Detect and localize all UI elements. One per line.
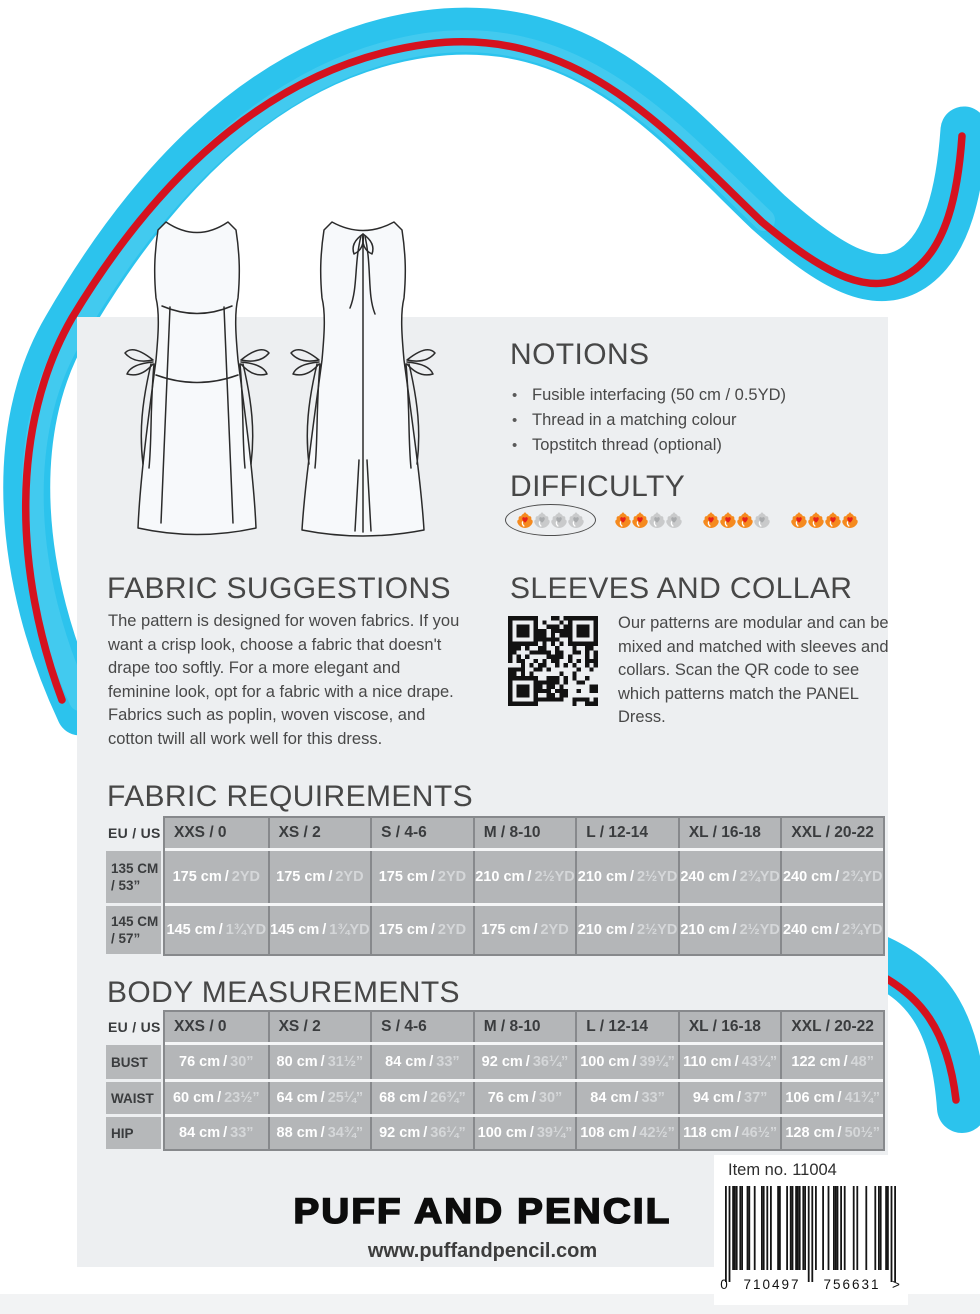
bullet-icon: •: [512, 412, 518, 429]
size-column-header: XXS / 0: [165, 1012, 268, 1042]
table-cell: 92 cm / 36¼”: [370, 1117, 473, 1149]
dress-back-view: [291, 222, 435, 536]
table-cell: 108 cm / 42½”: [575, 1117, 678, 1149]
size-column-header: XL / 16-18: [678, 1012, 781, 1042]
table-cell: 175 cm / 2YD: [370, 851, 473, 903]
row-label: 145 CM / 57”: [106, 906, 161, 954]
table-cell: 80 cm / 31½”: [268, 1045, 371, 1079]
fabric-suggestions-body: The pattern is designed for woven fabrics. If you want a crisp look, choose a fabric that doesn't drape too softly. For a more elegant and feminine look, opt for a fabric with a nice drape. Fabrics such as poplin, woven viscose, and cotton twill all work well for this dress.: [108, 612, 460, 748]
bullet-icon: •: [512, 387, 518, 404]
table-cell: 210 cm / 2½YD: [575, 851, 678, 903]
notions-list: [512, 383, 786, 458]
table-cell: 175 cm / 2YD: [165, 851, 268, 903]
body-measurements-table: [106, 1010, 885, 1151]
size-column-header: XL / 16-18: [678, 818, 781, 848]
size-column-header: S / 4-6: [370, 818, 473, 848]
table-cell: 210 cm / 2½YD: [473, 851, 576, 903]
table-cell: 122 cm / 48”: [780, 1045, 883, 1079]
list-item: • Topstitch thread (optional): [512, 433, 786, 458]
barcode-bars: [725, 1186, 897, 1283]
difficulty-levels: [505, 510, 860, 530]
item-number: Item no. 11004: [728, 1161, 837, 1179]
difficulty-title: DIFFICULTY: [510, 470, 686, 503]
flame-icon: [566, 510, 586, 530]
flame-icon: [664, 510, 684, 530]
barcode-digits: 0 710497 756631 >: [720, 1277, 900, 1292]
table-cell: 106 cm / 41¾”: [780, 1082, 883, 1114]
table-cell: 175 cm / 2YD: [268, 851, 371, 903]
difficulty-level: [613, 510, 684, 530]
table-cell: 94 cm / 37”: [678, 1082, 781, 1114]
fabric-requirements-table: [106, 816, 885, 957]
row-label: HIP: [106, 1117, 161, 1149]
table-cell: 175 cm / 2YD: [473, 906, 576, 954]
body-measurements-title: BODY MEASUREMENTS: [107, 976, 460, 1009]
table-row-labels: [106, 1045, 161, 1149]
table-cell: 175 cm / 2YD: [370, 906, 473, 954]
size-column-header: M / 8-10: [473, 1012, 576, 1042]
brand-logo: PUFF AND PENCIL: [293, 1192, 672, 1231]
table-grid: [163, 1010, 885, 1151]
qr-code: [508, 616, 598, 706]
dress-technical-drawing: [112, 210, 478, 554]
flame-icon: [752, 510, 772, 530]
table-cell: 118 cm / 46½”: [678, 1117, 781, 1149]
table-cell: 110 cm / 43¼”: [678, 1045, 781, 1079]
fabric-suggestions-title: FABRIC SUGGESTIONS: [107, 572, 451, 605]
table-cell: 240 cm / 2¾YD: [780, 906, 883, 954]
bullet-icon: •: [512, 437, 518, 454]
difficulty-level: [701, 510, 772, 530]
list-item: • Thread in a matching colour: [512, 408, 786, 433]
table-grid: [163, 816, 885, 956]
table-cell: 64 cm / 25¼”: [268, 1082, 371, 1114]
row-label: 135 CM / 53”: [106, 851, 161, 903]
table-cell: 76 cm / 30”: [165, 1045, 268, 1079]
dress-front-view: [125, 222, 269, 535]
table-cell: 145 cm / 1¾YD: [165, 906, 268, 954]
size-column-header: XXS / 0: [165, 818, 268, 848]
table-cell: 240 cm / 2¾YD: [780, 851, 883, 903]
row-label: WAIST: [106, 1082, 161, 1114]
barcode-box: [714, 1155, 908, 1305]
size-column-header: XS / 2: [268, 818, 371, 848]
table-cell: 92 cm / 36¼”: [473, 1045, 576, 1079]
table-cell: 128 cm / 50½”: [780, 1117, 883, 1149]
table-cell: 84 cm / 33”: [575, 1082, 678, 1114]
table-cell: 100 cm / 39¼”: [473, 1117, 576, 1149]
table-cell: 100 cm / 39¼”: [575, 1045, 678, 1079]
size-column-header: XXL / 20-22: [780, 1012, 883, 1042]
table-row-labels: [106, 851, 161, 954]
table-cell: 240 cm / 2¾YD: [678, 851, 781, 903]
table-cell: 88 cm / 34¾”: [268, 1117, 371, 1149]
list-item: • Fusible interfacing (50 cm / 0.5YD): [512, 383, 786, 408]
size-column-header: XXL / 20-22: [780, 818, 883, 848]
sleeves-collar-body: Our patterns are modular and can be mixed and matched with sleeves and collars. Scan the QR code to see which patterns match the PANEL Dress.: [618, 614, 889, 726]
flame-icon: [840, 510, 860, 530]
size-column-header: L / 12-14: [575, 1012, 678, 1042]
fabric-requirements-title: FABRIC REQUIREMENTS: [107, 780, 473, 813]
notions-title: NOTIONS: [510, 338, 650, 371]
table-cell: 84 cm / 33”: [370, 1045, 473, 1079]
table-corner-label: EU / US: [108, 1019, 161, 1035]
table-cell: 210 cm / 2½YD: [575, 906, 678, 954]
difficulty-level: [789, 510, 860, 530]
table-cell: 76 cm / 30”: [473, 1082, 576, 1114]
difficulty-level-selected: [505, 504, 596, 536]
size-column-header: M / 8-10: [473, 818, 576, 848]
size-column-header: XS / 2: [268, 1012, 371, 1042]
table-corner-label: EU / US: [108, 825, 161, 841]
table-cell: 68 cm / 26¾”: [370, 1082, 473, 1114]
row-label: BUST: [106, 1045, 161, 1079]
table-cell: 84 cm / 33”: [165, 1117, 268, 1149]
table-cell: 60 cm / 23½”: [165, 1082, 268, 1114]
size-column-header: L / 12-14: [575, 818, 678, 848]
size-column-header: S / 4-6: [370, 1012, 473, 1042]
table-cell: 145 cm / 1¾YD: [268, 906, 371, 954]
sleeves-collar-title: SLEEVES AND COLLAR: [510, 572, 853, 605]
website-link[interactable]: www.puffandpencil.com: [367, 1240, 598, 1262]
table-cell: 210 cm / 2½YD: [678, 906, 781, 954]
